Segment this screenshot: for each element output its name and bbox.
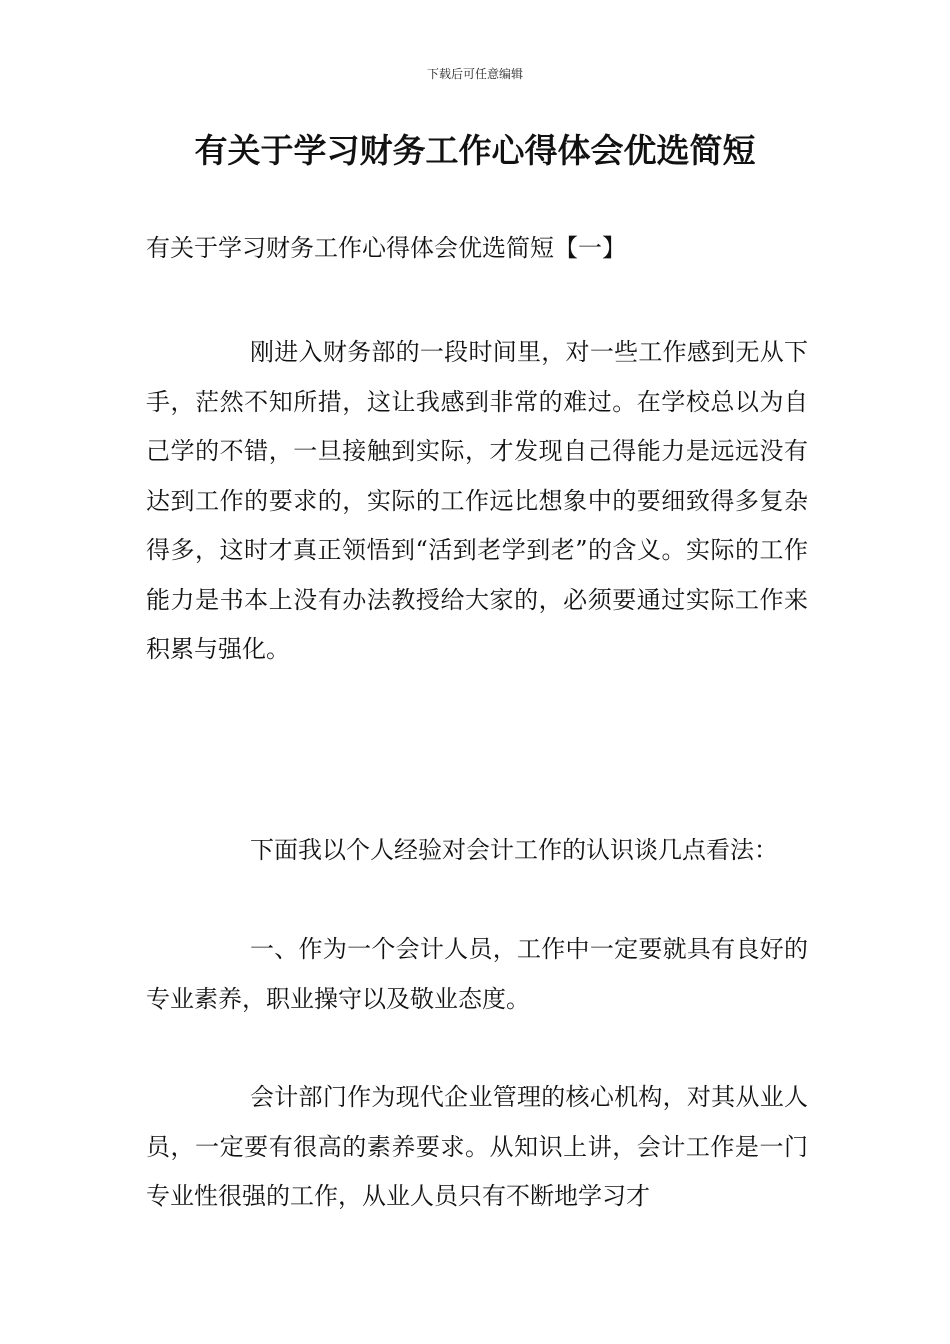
paragraph-3: 一、作为一个会计人员，工作中一定要就具有良好的专业素养，职业操守以及敬业态度。 (146, 935, 808, 1013)
paragraph-4: 会计部门作为现代企业管理的核心机构，对其从业人员，一定要有很高的素养要求。从知识上讲，会计工作是一门专业性很强的工作，从业人员只有不断地学习才 (146, 1083, 808, 1210)
document-title: 有关于学习财务工作心得体会优选简短 (194, 131, 756, 170)
paragraph-1: 刚进入财务部的一段时间里，对一些工作感到无从下手，茫然不知所措，这让我感到非常的难过。在学校总以为自己学的不错，一旦接触到实际，才发现自己得能力是远远没有达到工作的要求的，实际的工作远比想象中的要细致得多复杂得多，这时才真正领悟到“活到老学到老”的含义。实际的工作能力是书本上没有办法教授给大家的，必须要通过实际工作来积累与强化。 (146, 338, 808, 663)
section-heading: 有关于学习财务工作心得体会优选简短【一】 (146, 234, 626, 262)
paragraph-2: 下面我以个人经验对会计工作的认识谈几点看法： (250, 836, 778, 864)
header-note: 下载后可任意编辑 (426, 67, 523, 81)
